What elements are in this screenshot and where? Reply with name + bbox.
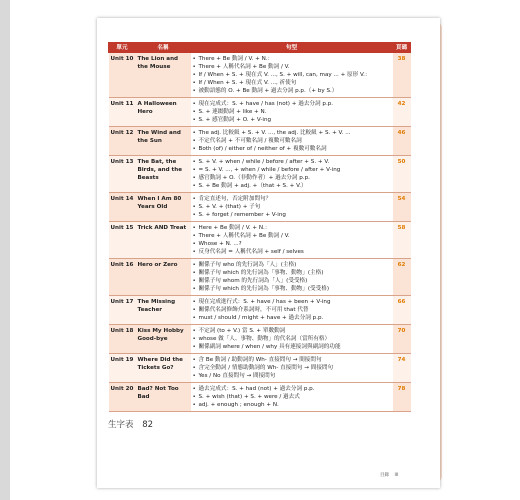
unit-cell: Unit 13	[109, 156, 136, 193]
grammar-point: • 關係子句 whom 的先行詞為「人」(受受格)	[193, 277, 391, 285]
grammar-point: • adj. + enough ; enough + N.	[193, 401, 391, 409]
vocabulary-label: 生字表	[108, 420, 134, 430]
page-number-cell: 54	[393, 193, 411, 222]
grammar-point: • There + Be 動詞 / V. + N.：	[193, 55, 391, 63]
toc-label: 目錄	[380, 473, 389, 478]
grammar-point: • 被動語態的 O. + Be 動詞 + 過去分詞 p.p.（+ by S.）	[193, 87, 391, 95]
grammar-point: • 反身代名詞 = 人稱代名詞 + self / selves	[193, 248, 391, 256]
grammar-point: • 不定代名詞 + 不可數名詞 / 複數可數名詞	[193, 137, 391, 145]
grammar-point: • There + 人稱代名詞 + Be 動詞 / V.	[193, 63, 391, 71]
grammar-point: • 關係子句 which 的先行詞為「事物、動物」(受受格)	[193, 285, 391, 293]
grammar-point: • Yes / No 直接問句 → 間接問句	[193, 372, 391, 380]
grammar-point: • must / should / might + have + 過去分詞 p.p.	[193, 314, 391, 322]
table-header-row	[109, 43, 411, 53]
title-cell: Hero or Zero	[136, 259, 191, 296]
grammar-point: • S. + 感官動詞 + O. + V-ing	[193, 116, 391, 124]
grammar-point: • whose 做「人、事物、動物」的代名詞（當所有格）	[193, 335, 391, 343]
table-row	[109, 259, 411, 296]
unit-cell: Unit 15	[109, 222, 136, 259]
title-cell: Kiss My Hobby Good-bye	[136, 325, 191, 354]
grammar-points-list	[193, 224, 391, 256]
page-number-cell: 38	[393, 53, 411, 98]
page-number-cell: 66	[393, 296, 411, 325]
grammar-point: • Here + Be 動詞 / V. + N.：	[193, 224, 391, 232]
unit-cell: Unit 16	[109, 259, 136, 296]
page-number-cell: 62	[393, 259, 411, 296]
table-row	[109, 156, 411, 193]
grammar-point: • The adj. 比較級 + S. + V. ..., the adj. 比較級 + S. + V. ...	[193, 129, 391, 137]
grammar-point: • There + 人稱代名詞 + Be 動詞 / V.	[193, 232, 391, 240]
grammar-point: • 含 Be 動詞 / 助動詞的 Wh- 直接問句 → 間接問句	[193, 356, 391, 364]
points-cell	[191, 156, 393, 193]
grammar-point: • S. + wish (that) + S. + were / 過去式	[193, 393, 391, 401]
grammar-point: • 現在完成進行式：S. + have / has + been + V-ing	[193, 298, 391, 306]
title-cell: Bad? Not Too Bad	[136, 383, 191, 412]
unit-cell: Unit 17	[109, 296, 136, 325]
grammar-point: • 關係子句 who 的先行詞為「人」(主格)	[193, 261, 391, 269]
points-cell	[191, 53, 393, 98]
points-cell	[191, 325, 393, 354]
title-cell: The Missing Teacher	[136, 296, 191, 325]
grammar-point: • 關係代名詞修飾介系詞時，不可用 that 代替	[193, 306, 391, 314]
title-cell: The Bat, the Birds, and the Beasts	[136, 156, 191, 193]
grammar-point: • 感官動詞 + O.（非動作者）+ 過去分詞 p.p.	[193, 174, 391, 182]
unit-cell: Unit 20	[109, 383, 136, 412]
table-row	[109, 98, 411, 127]
table-row	[109, 53, 411, 98]
title-cell: The Lion and the Mouse	[136, 53, 191, 98]
grammar-point: • 關係副詞 where / when / why 具有連接詞與副詞的功能	[193, 343, 391, 351]
grammar-table	[108, 42, 411, 412]
grammar-point: • 含完全動詞 / 情態助動詞的 Wh- 直接問句 → 間接問句	[193, 364, 391, 372]
table-row	[109, 383, 411, 412]
points-cell	[191, 259, 393, 296]
grammar-points-list	[193, 356, 391, 380]
grammar-points-list	[193, 158, 391, 190]
grammar-points-list	[193, 327, 391, 351]
grammar-point: • 肯定直述句，否定附加問句？	[193, 195, 391, 203]
page-number-cell: 74	[393, 354, 411, 383]
header-title: 名稱	[136, 43, 191, 53]
vocabulary-reference	[108, 418, 159, 430]
unit-cell: Unit 18	[109, 325, 136, 354]
header-page: 頁碼	[393, 43, 411, 53]
title-cell: A Halloween Hero	[136, 98, 191, 127]
page-number-cell: 70	[393, 325, 411, 354]
grammar-point: • S. + 連綴動詞 + like + N.	[193, 108, 391, 116]
table-row	[109, 296, 411, 325]
page-number-cell: 78	[393, 383, 411, 412]
grammar-points-list	[193, 298, 391, 322]
points-cell	[191, 98, 393, 127]
grammar-points-list	[193, 129, 391, 153]
header-unit: 單元	[109, 43, 136, 53]
unit-cell: Unit 10	[109, 53, 136, 98]
grammar-point: • 不定詞 (to + V.) 當 S. + 單數動詞	[193, 327, 391, 335]
page-navigation	[378, 472, 400, 478]
page-number-cell: 46	[393, 127, 411, 156]
grammar-points-list	[193, 261, 391, 293]
grammar-point: • S. + Be 動詞 + adj. +（that + S. + V.）	[193, 182, 391, 190]
grammar-points-list	[193, 195, 391, 219]
unit-cell: Unit 11	[109, 98, 136, 127]
points-cell	[191, 354, 393, 383]
grammar-point: • Whose + N. ...?	[193, 240, 391, 248]
grammar-points-list	[193, 55, 391, 95]
header-points: 句型	[191, 43, 393, 53]
points-cell	[191, 383, 393, 412]
table-row	[109, 193, 411, 222]
vocabulary-page: 82	[142, 420, 154, 430]
points-cell	[191, 193, 393, 222]
page-number-cell: 42	[393, 98, 411, 127]
grammar-point: • If / When + S. + 現在式 V. ..., 祈使句	[193, 79, 391, 87]
table-row	[109, 127, 411, 156]
grammar-point: • If / When + S. + 現在式 V. ..., S. + will, can, may ... + 原形 V.：	[193, 71, 391, 79]
unit-cell: Unit 14	[109, 193, 136, 222]
left-edge-strip	[0, 0, 10, 500]
title-cell: Where Did the Tickets Go?	[136, 354, 191, 383]
grammar-point: • 現在完成式：S. + have / has (not) + 過去分詞 p.p.	[193, 100, 391, 108]
title-cell: The Wind and the Sun	[136, 127, 191, 156]
roman-page-number: III	[394, 473, 399, 478]
table-row	[109, 222, 411, 259]
table-row	[109, 354, 411, 383]
grammar-point: • 過去完成式：S. + had (not) + 過去分詞 p.p.	[193, 385, 391, 393]
table-row	[109, 325, 411, 354]
page-number-cell: 58	[393, 222, 411, 259]
grammar-points-list	[193, 100, 391, 124]
title-cell: When I Am 80 Years Old	[136, 193, 191, 222]
grammar-points-list	[193, 385, 391, 409]
points-cell	[191, 127, 393, 156]
title-cell: Trick AND Treat	[136, 222, 191, 259]
unit-cell: Unit 19	[109, 354, 136, 383]
table-body	[109, 53, 411, 412]
grammar-point: • = S. + V. ..., + when / while / before / after + V-ing	[193, 166, 391, 174]
page-number-cell: 50	[393, 156, 411, 193]
points-cell	[191, 296, 393, 325]
unit-cell: Unit 12	[109, 127, 136, 156]
grammar-point: • S. + forget / remember + V-ing	[193, 211, 391, 219]
grammar-point: • Both (of) / either of / neither of + 複數可數名詞	[193, 145, 391, 153]
grammar-point: • S. + V. + (that) + 子句	[193, 203, 391, 211]
grammar-point: • 關係子句 which 的先行詞為「事物、動物」(主格)	[193, 269, 391, 277]
points-cell	[191, 222, 393, 259]
grammar-point: • S. + V. + when / while / before / after + S. + V.	[193, 158, 391, 166]
